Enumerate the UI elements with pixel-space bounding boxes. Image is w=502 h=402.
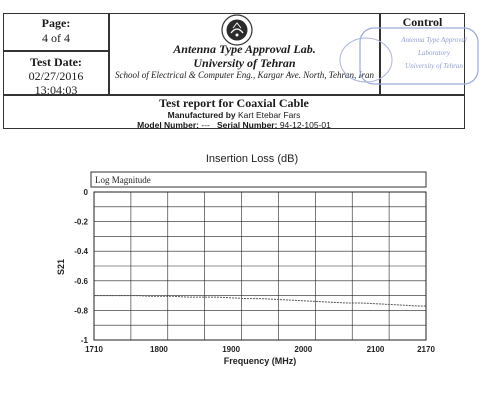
manufacturer-value: Kart Etebar Fars <box>238 110 301 120</box>
serial-label: Serial Number: <box>216 120 278 130</box>
trace-label: Log Magnitude <box>95 175 151 185</box>
stamp-line-2: Laboratory <box>418 49 450 57</box>
page-label: Page: <box>41 16 71 30</box>
page-value: 4 of 4 <box>42 31 70 45</box>
x-tick-label: 2000 <box>294 345 313 354</box>
lab-name: Antenna Type Approval Lab. <box>173 42 316 56</box>
control-label: Control <box>402 15 443 29</box>
chart-title: Insertion Loss (dB) <box>205 153 299 165</box>
x-tick-label: 2170 <box>417 345 435 354</box>
x-axis-label: Frequency (MHz) <box>223 356 297 366</box>
x-tick-label: 2100 <box>366 345 385 354</box>
lab-address: School of Electrical & Computer Eng., Kargar Ave. North, Tehran, Iran <box>115 70 374 80</box>
x-tick-label: 1710 <box>85 345 103 354</box>
y-tick-label: 0 <box>83 188 88 197</box>
report-title: Test report for Coaxial Cable <box>159 96 309 110</box>
x-tick-label: 1900 <box>222 345 241 354</box>
y-tick-labels <box>74 188 88 345</box>
university-name: University of Tehran <box>193 56 296 70</box>
model-value: --- <box>201 120 210 130</box>
manufacturer-label: Manufactured by <box>167 110 236 120</box>
y-tick-label: -0.2 <box>74 217 88 227</box>
y-tick-label: -1 <box>80 336 88 345</box>
test-time: 13:04:03 <box>34 83 78 97</box>
y-tick-label: -0.6 <box>74 276 88 286</box>
stamp-line-3: University of Tehran <box>405 62 463 70</box>
test-date: 02/27/2016 <box>28 69 84 83</box>
model-label: Model Number: <box>137 120 199 130</box>
serial-value: 94-12-105-01 <box>279 120 331 130</box>
y-tick-label: -0.8 <box>74 306 88 316</box>
y-axis-label: S21 <box>56 258 66 276</box>
stamp-line-1: Antenna Type Approval <box>401 36 467 44</box>
y-tick-label: -0.4 <box>74 247 88 257</box>
x-tick-label: 1800 <box>150 345 168 354</box>
test-date-label: Test Date: <box>30 55 82 69</box>
x-tick-labels <box>85 345 435 354</box>
